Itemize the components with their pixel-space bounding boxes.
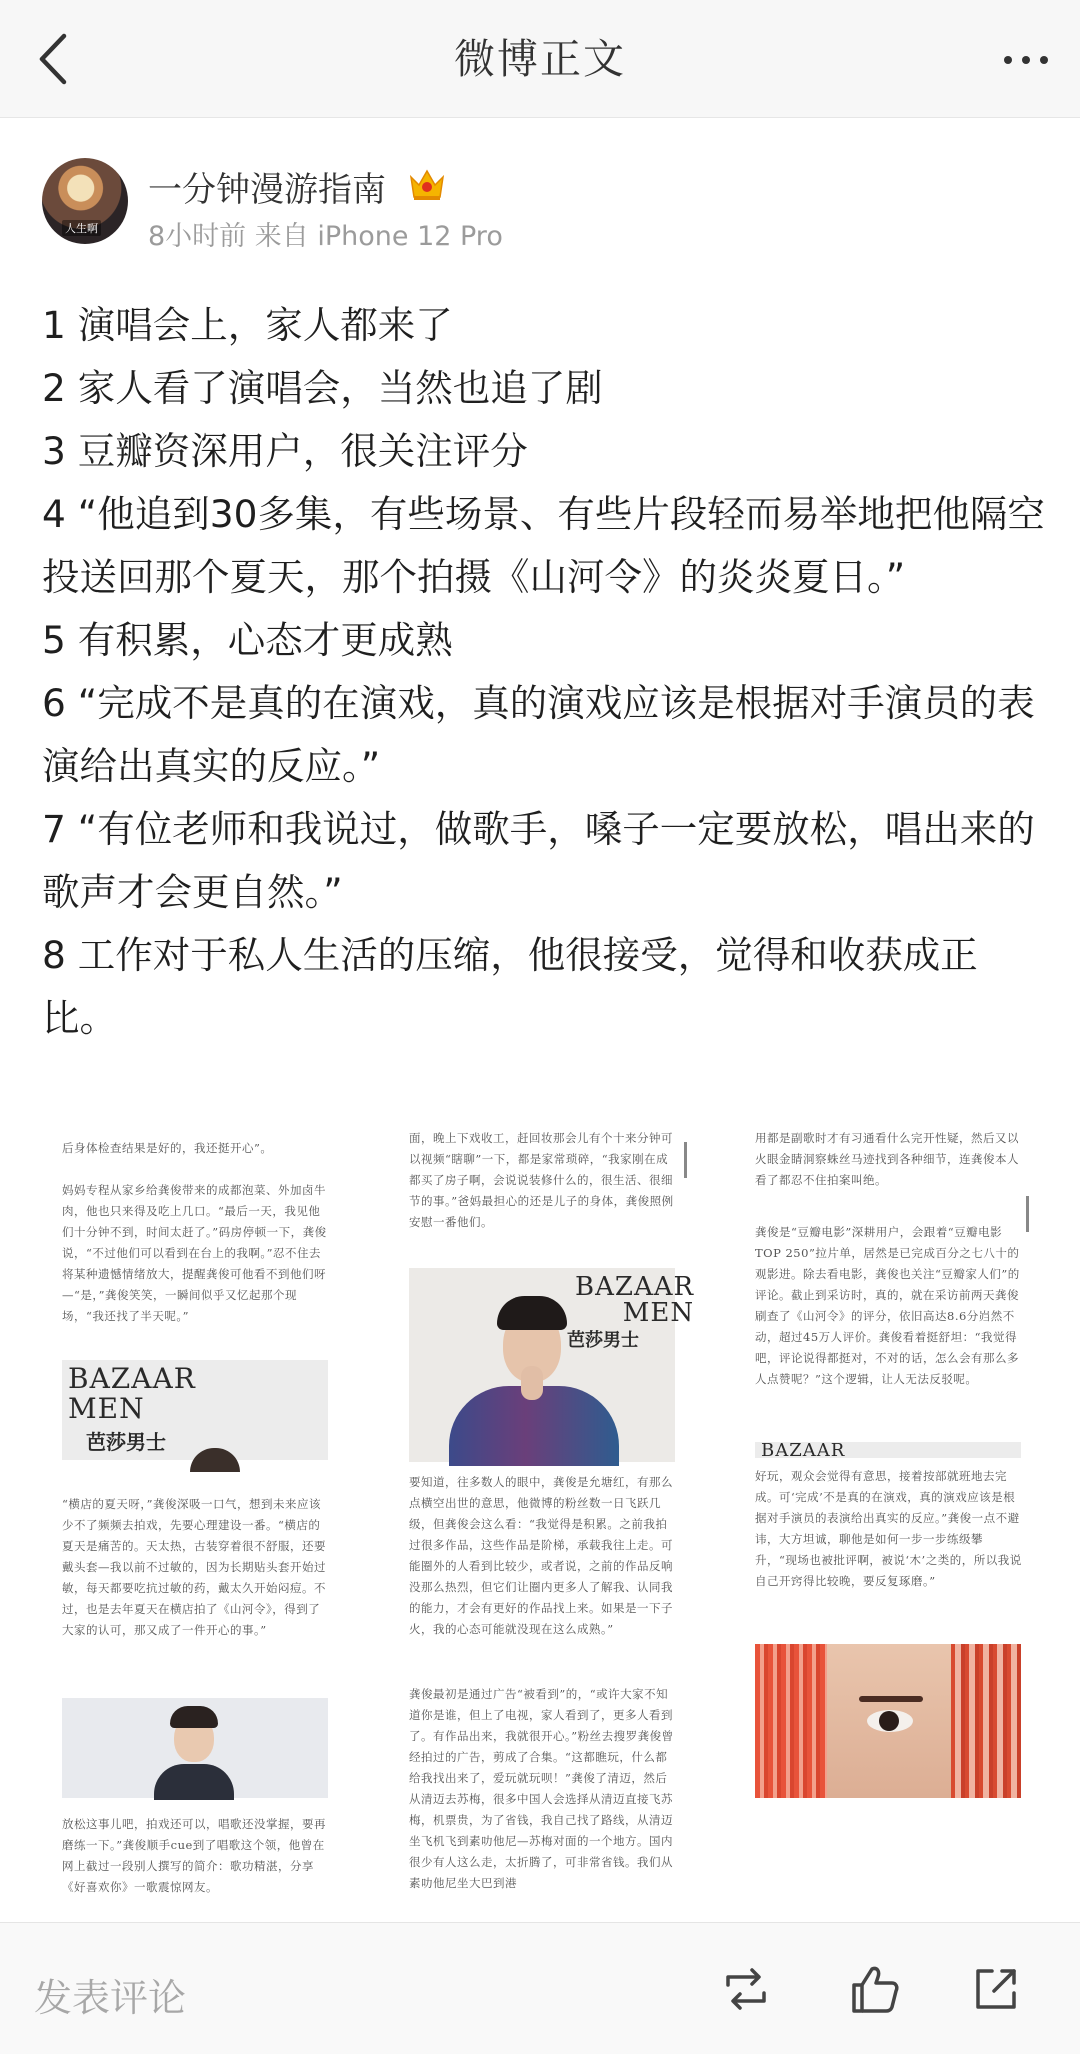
top-nav-bar: [0, 0, 1080, 118]
bazaar-sub: 芭莎男士: [567, 1330, 639, 1351]
scan-text: 放松这事儿吧，拍戏还可以，唱歌还没掌握，要再磨练一下。”龚俊顺手cue到了唱歌这个领，他曾在网上截过一段别人撰写的简介：歌功精湛，分享《好喜欢你》一歌震惊网友。: [62, 1817, 326, 1894]
comment-input[interactable]: 发表评论: [34, 1976, 187, 2020]
scan-text: 面，晚上下戏收工，赶回妆那会儿有个十来分钟可以视频“瞎聊”一下，都是家常琐碎，“我家刚在成都买了房子啊，会说说装修什么的，很生活、很细节的事。”爸妈最担心的还是儿子的身体，龚俊照例安慰一番他们。: [409, 1131, 674, 1229]
scan-text: 要知道，往多数人的眼中，龚俊是允塘红，有那么点横空出世的意思，他微博的粉丝数一日飞跃几级，但龚俊会这么看：“我觉得是积累。之前我拍过很多作品，这些作品是阶梯，承载我往上走。可能圈外的人看到比较少，或者说，之前的作品反响没那么热烈，但它们让圈内更多人了解我、认同我的能力，才会有更好的作品找上来。如果是一下子火，我的心态可能就没现在这么成熟。”: [409, 1475, 673, 1636]
author-header: [42, 158, 1042, 258]
magazine-photo: [755, 1440, 1021, 1461]
post-line: 3 豆瓣资深用户，很关注评分: [42, 429, 528, 473]
thumbs-up-icon[interactable]: [848, 1961, 904, 2017]
post-line: 4 “他追到30多集，有些场景、有些片段轻而易举地把他隔空投送回那个夏天，那个拍摄《山河令》的炎炎夏日。”: [42, 492, 1045, 599]
bottom-action-bar: [0, 1922, 1080, 2054]
repost-icon[interactable]: [718, 1961, 774, 2017]
post-line: 6 “完成不是真的在演戏，真的演戏应该是根据对手演员的表演给出真实的反应。”: [42, 681, 1035, 788]
post-line: 2 家人看了演唱会，当然也追了剧: [42, 366, 603, 410]
magazine-photo: [409, 1268, 695, 1462]
bazaar-logo: BAZAAR MEN: [68, 1362, 196, 1425]
post-line: 5 有积累，心态才更成熟: [42, 618, 453, 662]
page-title: 微博正文: [454, 35, 626, 83]
post-body: [42, 294, 1052, 1050]
post-line: 1 演唱会上，家人都来了: [42, 303, 453, 347]
post-image-2[interactable]: [389, 1128, 695, 1923]
post-meta: 8小时前 来自 iPhone 12 Pro: [148, 221, 503, 252]
magazine-photo: [62, 1360, 328, 1460]
bazaar-logo: BAZAAR: [761, 1440, 846, 1461]
more-dots-icon[interactable]: [1000, 40, 1052, 80]
scan-text: 用都是副歌时才有习通看什么完开性疑，然后又以火眼金睛洞察蛛丝马迹找到各种细节，连龚俊本人看了都忍不住拍案叫绝。: [755, 1131, 1019, 1187]
avatar[interactable]: [42, 158, 128, 244]
post-line: 7 “有位老师和我说过，做歌手，嗓子一定要放松，唱出来的歌声才会更自然。”: [42, 807, 1035, 914]
scan-text: “横店的夏天呀，”龚俊深吸一口气，想到未来应该少不了频频去拍戏，先要心理建设一番。“横店的夏天是痛苦的。天太热，古装穿着很不舒服，还要戴头套—我以前不过敏的，因为长期贴头套开始过敏，每天都要吃抗过敏的药，戴太久开始闷痘。不过，也是去年夏天在横店拍了《山河令》，得到了大家的认可，那又成了一件开心的事。”: [62, 1497, 326, 1637]
scan-text: 后身体检查结果是好的，我还挺开心”。: [62, 1141, 273, 1155]
author-name[interactable]: 一分钟漫游指南: [148, 170, 386, 210]
scan-text: 龚俊是“豆瓣电影”深耕用户，会跟着“豆瓣电影TOP 250”拉片单，居然是已完成百分之七八十的观影进。除去看电影，龚俊也关注“豆瓣家人们”的评论。截止到采访时，真的，就在采访前两天龚俊刷查了《山河令》的评分，依旧高达8.6分岿然不动，超过45万人评价。龚俊看着挺舒坦：“我觉得吧，评论说得都挺对，不对的话，怎么会有那么多人点赞呢？”这个逻辑，让人无法反驳呢。: [755, 1225, 1020, 1386]
portrait-photo: [62, 1698, 328, 1798]
scan-text: 龚俊最初是通过广告“被看到”的，“或许大家不知道你是谁，但上了电视，家人看到了，更多人看到了。有作品出来，我就很开心。”粉丝去搜罗龚俊曾经拍过的广告，剪成了合集。“这都瞧玩，什么都给我找出来了，爱玩就玩呗！”龚俊了清迈，然后从清迈去苏梅，很多中国人会选择从清迈直接飞苏梅，机票贵，为了省钱，我自己找了路线，从清迈坐飞机飞到素叻他尼—苏梅对面的一个地方。国内很少有人这么走，太折腾了，可非常省钱。我们从素叻他尼坐大巴到港: [409, 1687, 674, 1890]
post-images: [42, 1128, 1042, 1923]
crown-vip-icon: [406, 165, 448, 203]
bazaar-sub: 芭莎男士: [86, 1430, 166, 1454]
closeup-photo: [755, 1644, 1021, 1798]
scan-text: 好玩，观众会觉得有意思，接着按部就班地去完成。可‘完成’不是真的在演戏，真的演戏应该是根据对手演员的表演给出真实的反应。”龚俊一点不避讳，大方坦诚，聊他是如何一步一步练级攀升，“现场也被批评啊，被说‘木’之类的，所以我说自己开窍得比较晚，要反复琢磨。”: [755, 1469, 1022, 1588]
share-icon[interactable]: [968, 1961, 1024, 2017]
avatar-tag: 人生啊: [62, 220, 101, 236]
post-image-1[interactable]: [42, 1128, 348, 1923]
bazaar-logo: BAZAAR MEN: [575, 1272, 695, 1328]
scan-text: 妈妈专程从家乡给龚俊带来的成都泡菜、外加卤牛肉，他也只来得及吃上几口。“最后一天，我见他们十分钟不到，时间太赶了。”码房停顿一下，龚俊说，“不过他们可以看到在台上的我啊。”忍不住去将某种遗憾情绪放大，提醒龚俊可他看不到他们呀—“是，”龚俊笑笑，一瞬间似乎又忆起那个现场，“我还找了半天呢。”: [62, 1183, 327, 1323]
post-line: 8 工作对于私人生活的压缩，他很接受，觉得和收获成正比。: [42, 933, 978, 1040]
post-image-3[interactable]: [735, 1128, 1041, 1923]
